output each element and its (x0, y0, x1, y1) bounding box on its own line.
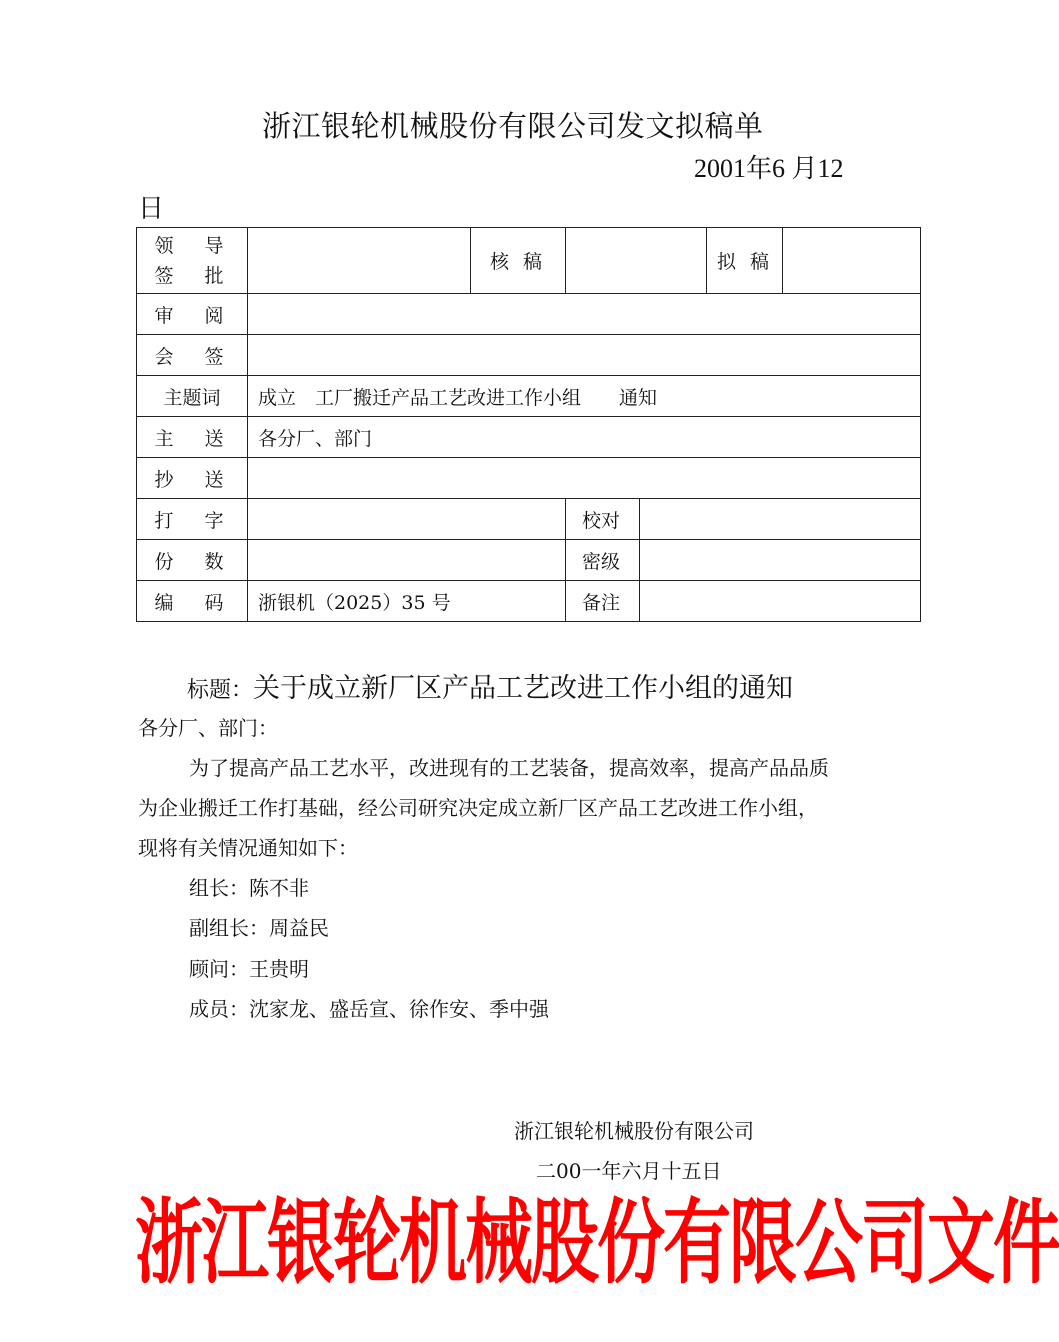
cc-label: 抄 送 (137, 458, 248, 499)
notice-paragraph-line-1: 为了提高产品工艺水平，改进现有的工艺装备，提高效率，提高产品品质 (189, 756, 829, 780)
signature-company: 浙江银轮机械股份有限公司 (514, 1119, 754, 1143)
form-row-subject (137, 376, 921, 417)
main-recipient-label: 主 送 (137, 417, 248, 458)
document-title: 浙江银轮机械股份有限公司发文拟稿单 (262, 109, 764, 143)
subject-field[interactable]: 成立 工厂搬迁产品工艺改进工作小组 通知 (248, 376, 921, 417)
form-row-copies (137, 540, 921, 581)
countersign-label: 会 签 (137, 335, 248, 376)
proof-field[interactable] (640, 499, 921, 540)
draft-label: 拟 稿 (707, 228, 783, 294)
notice-title (187, 666, 793, 705)
notice-title-prefix: 标题： (187, 678, 254, 703)
form-row-read (137, 294, 921, 335)
leader-approval-field[interactable] (248, 228, 471, 294)
form-row-main-recipient (137, 417, 921, 458)
leader-approval-label: 领 导 签 批 (137, 228, 248, 294)
draft-field[interactable] (783, 228, 921, 294)
main-recipient-field[interactable]: 各分厂、部门 (248, 417, 921, 458)
code-field[interactable]: 浙银机（2025）35 号 (248, 581, 566, 622)
countersign-field[interactable] (248, 335, 921, 376)
remark-label: 备注 (566, 581, 640, 622)
notice-paragraph-line-3: 现将有关情况通知如下： (138, 836, 358, 860)
notice-vice-leader: 副组长：周益民 (189, 916, 329, 940)
typing-field[interactable] (248, 499, 566, 540)
review-field[interactable] (566, 228, 707, 294)
remark-field[interactable] (640, 581, 921, 622)
document-date-day: 日 (138, 194, 165, 223)
code-label: 编 码 (137, 581, 248, 622)
form-row-countersign (137, 335, 921, 376)
draft-form-table (136, 227, 921, 622)
review-label: 核 稿 (471, 228, 566, 294)
form-row-code (137, 581, 921, 622)
secret-field[interactable] (640, 540, 921, 581)
read-label: 审 阅 (137, 294, 248, 335)
copies-label: 份 数 (137, 540, 248, 581)
notice-members: 成员：沈家龙、盛岳宣、徐作安、季中强 (189, 997, 549, 1021)
typing-label: 打 字 (137, 499, 248, 540)
form-row-cc (137, 458, 921, 499)
document-date: 2001年6 月12 (694, 154, 844, 183)
notice-advisor: 顾问：王贵明 (189, 957, 309, 981)
read-field[interactable] (248, 294, 921, 335)
notice-leader: 组长：陈不非 (189, 876, 309, 900)
document-header-banner: 浙江银轮机械股份有限公司文件 (135, 1191, 1059, 1298)
proof-label: 校对 (566, 499, 640, 540)
subject-label: 主题词 (137, 376, 248, 417)
form-row-typing (137, 499, 921, 540)
secret-label: 密级 (566, 540, 640, 581)
signature-date: 二00一年六月十五日 (536, 1159, 722, 1183)
notice-salutation: 各分厂、部门： (138, 716, 278, 740)
form-row-leader (137, 228, 921, 294)
copies-field[interactable] (248, 540, 566, 581)
notice-title-text: 关于成立新厂区产品工艺改进工作小组的通知 (253, 673, 794, 704)
notice-paragraph-line-2: 为企业搬迁工作打基础，经公司研究决定成立新厂区产品工艺改进工作小组， (138, 796, 818, 820)
cc-field[interactable] (248, 458, 921, 499)
